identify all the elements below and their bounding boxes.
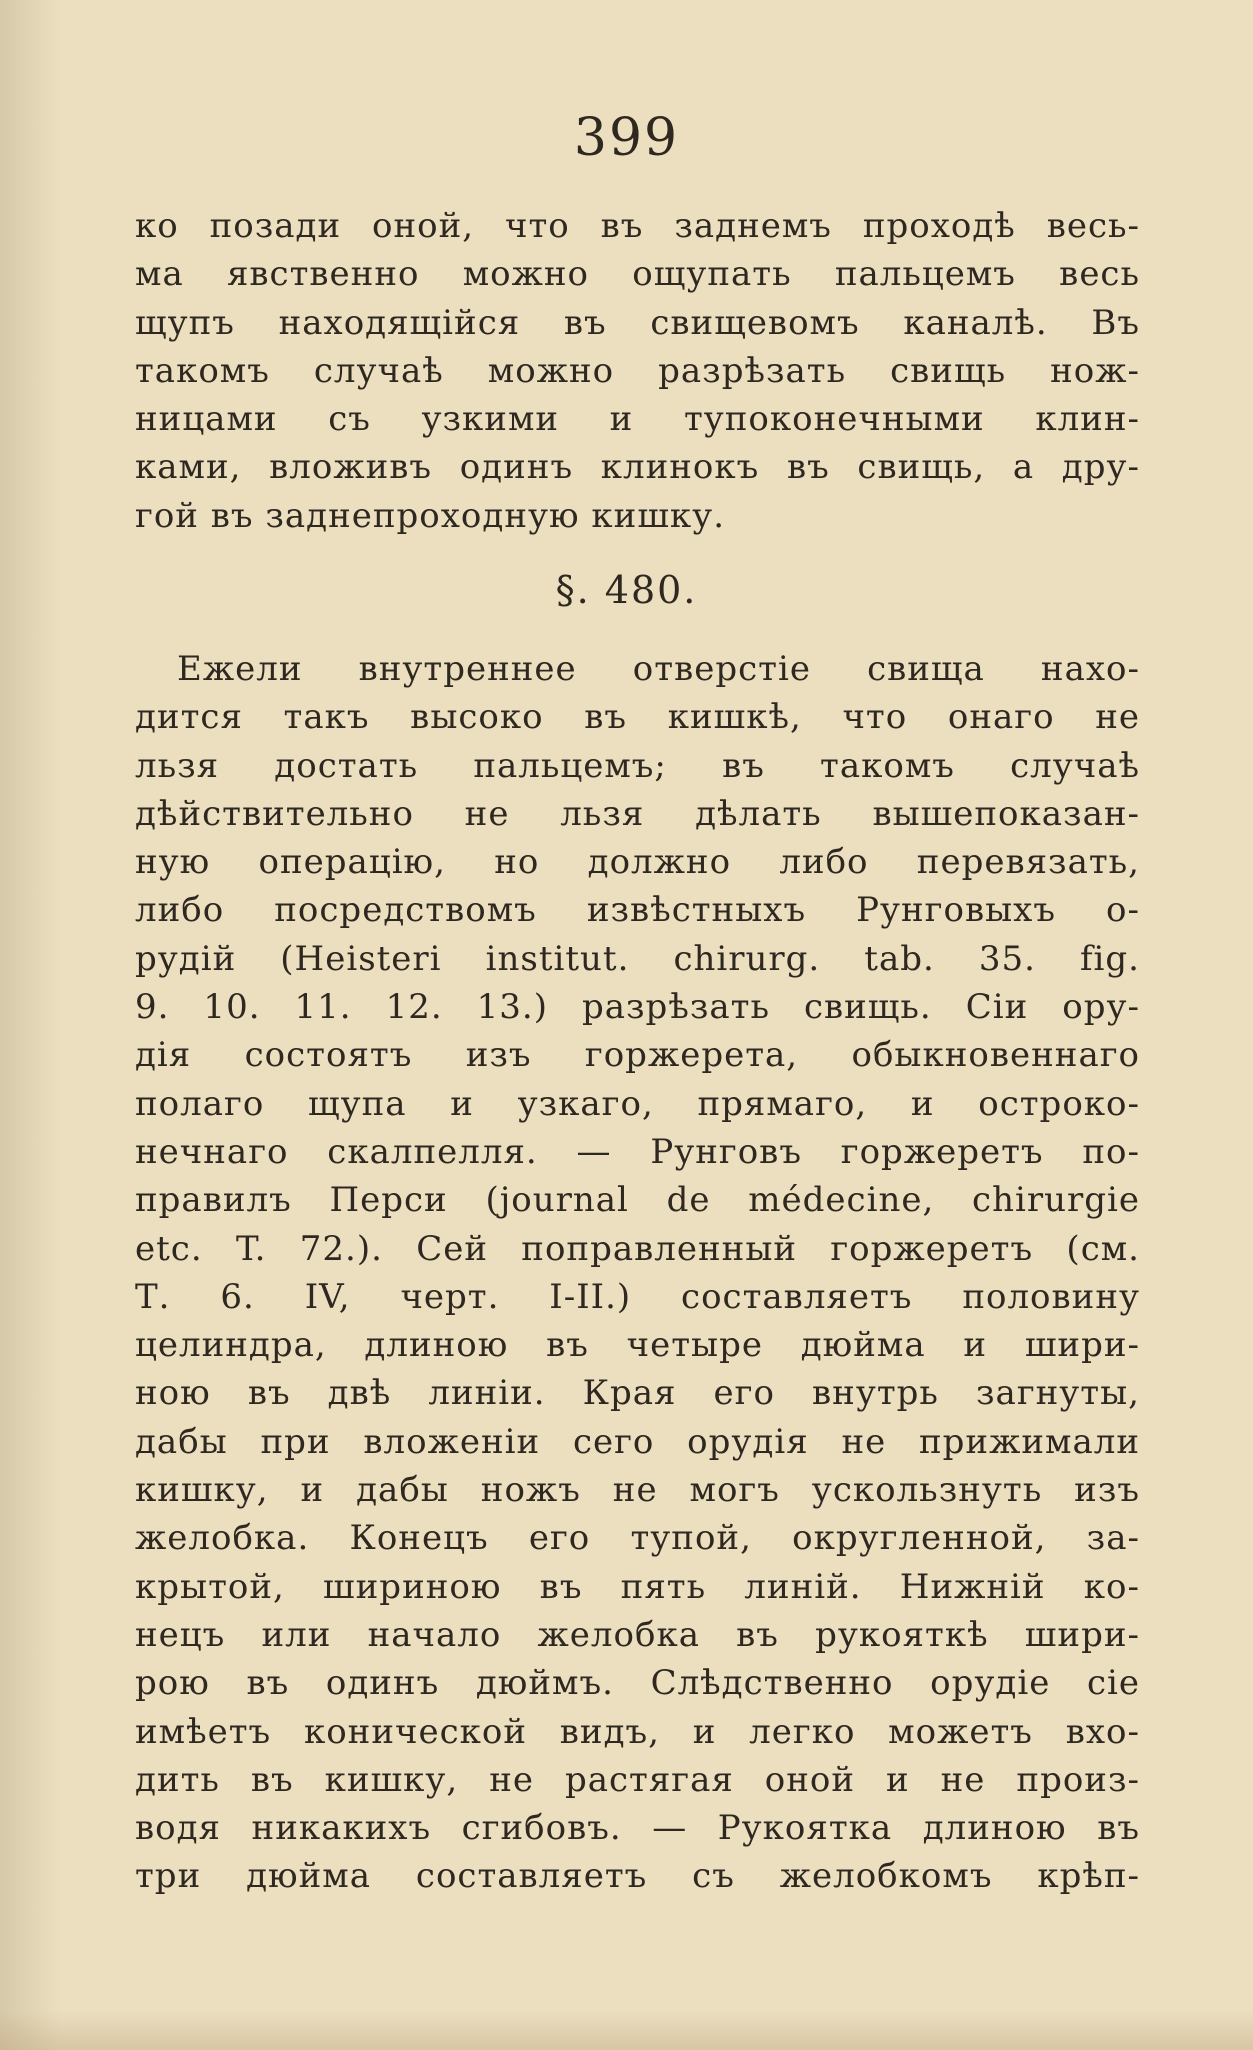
- paragraph-2: [135, 645, 1140, 1901]
- text-line: водя никакихъ сгибовъ. — Рукоятка длиною въ: [135, 1808, 1140, 1849]
- text-line: гой въ заднепроходную кишку.: [135, 495, 725, 536]
- text-line: полаго щупа и узкаго, прямаго, и остроко-: [135, 1083, 1140, 1124]
- text-line: рою въ одинъ дюймъ. Слѣдственно орудіе сіе: [135, 1663, 1140, 1704]
- page-edge-shadow: [0, 0, 60, 2050]
- text-line: желобка. Конецъ его тупой, округленной, за-: [135, 1518, 1140, 1559]
- text-line: нецъ или начало желобка въ рукояткѣ шири-: [135, 1614, 1140, 1655]
- text-line: рудій (Heisteri institut. chirurg. tab. 35. fig.: [135, 938, 1140, 979]
- text-line: правилъ Перси (journal de médecine, chirurgie: [135, 1180, 1140, 1221]
- text-line: такомъ случаѣ можно разрѣзать свищь нож-: [135, 350, 1140, 391]
- paragraph-1: [135, 202, 1140, 540]
- text-line: дабы при вложеніи сего орудія не прижимали: [135, 1421, 1140, 1462]
- text-line: щупъ находящійся въ свищевомъ каналѣ. Въ: [135, 302, 1140, 343]
- text-line: Ежели внутреннее отверстіе свища нахо-: [177, 649, 1140, 689]
- text-line: три дюйма составляетъ съ желобкомъ крѣп-: [135, 1856, 1140, 1897]
- text-line: крытой, шириною въ пять линій. Нижній ко-: [135, 1566, 1140, 1607]
- text-line: 9. 10. 11. 12. 13.) разрѣзать свищь. Сіи ору-: [135, 987, 1140, 1028]
- text-line: ною въ двѣ линіи. Края его внутрь загнуты,: [135, 1373, 1140, 1414]
- text-line: целиндра, длиною въ четыре дюйма и шири-: [135, 1325, 1140, 1366]
- text-line: ницами съ узкими и тупоконечными клин-: [135, 399, 1140, 440]
- text-line: ками, вложивъ одинъ клинокъ въ свищь, а дру-: [135, 447, 1140, 488]
- page-number: 399: [573, 108, 680, 168]
- text-line: Т. 6. IV, черт. I-II.) составляетъ половину: [135, 1276, 1140, 1317]
- text-line: либо посредствомъ извѣстныхъ Рунговыхъ о-: [135, 890, 1140, 931]
- text-line: кишку, и дабы ножъ не могъ ускользнуть изъ: [135, 1470, 1140, 1511]
- text-line: ко позади оной, что въ заднемъ проходѣ весь-: [135, 206, 1140, 246]
- text-line: дить въ кишку, не растягая оной и не произ-: [135, 1759, 1140, 1800]
- text-line: нечнаго скалпелля. — Рунговъ горжеретъ по-: [135, 1131, 1140, 1172]
- text-line: дѣйствительно не льзя дѣлать вышепоказан-: [135, 793, 1140, 834]
- text-line: дія состоятъ изъ горжерета, обыкновеннаго: [135, 1035, 1140, 1076]
- text-line: ную операцію, но должно либо перевязать,: [135, 842, 1140, 883]
- page-bottom-shadow: [0, 2010, 1253, 2050]
- text-line: etc. T. 72.). Сей поправленный горжеретъ (см.: [135, 1228, 1140, 1269]
- text-line: имѣетъ конической видъ, и легко можетъ вхо-: [135, 1711, 1140, 1752]
- section-heading: §. 480.: [555, 568, 698, 612]
- text-line: льзя достать пальцемъ; въ такомъ случаѣ: [135, 745, 1140, 786]
- text-line: дится такъ высоко въ кишкѣ, что онаго не: [135, 697, 1140, 738]
- text-line: ма явственно можно ощупать пальцемъ весь: [135, 254, 1140, 295]
